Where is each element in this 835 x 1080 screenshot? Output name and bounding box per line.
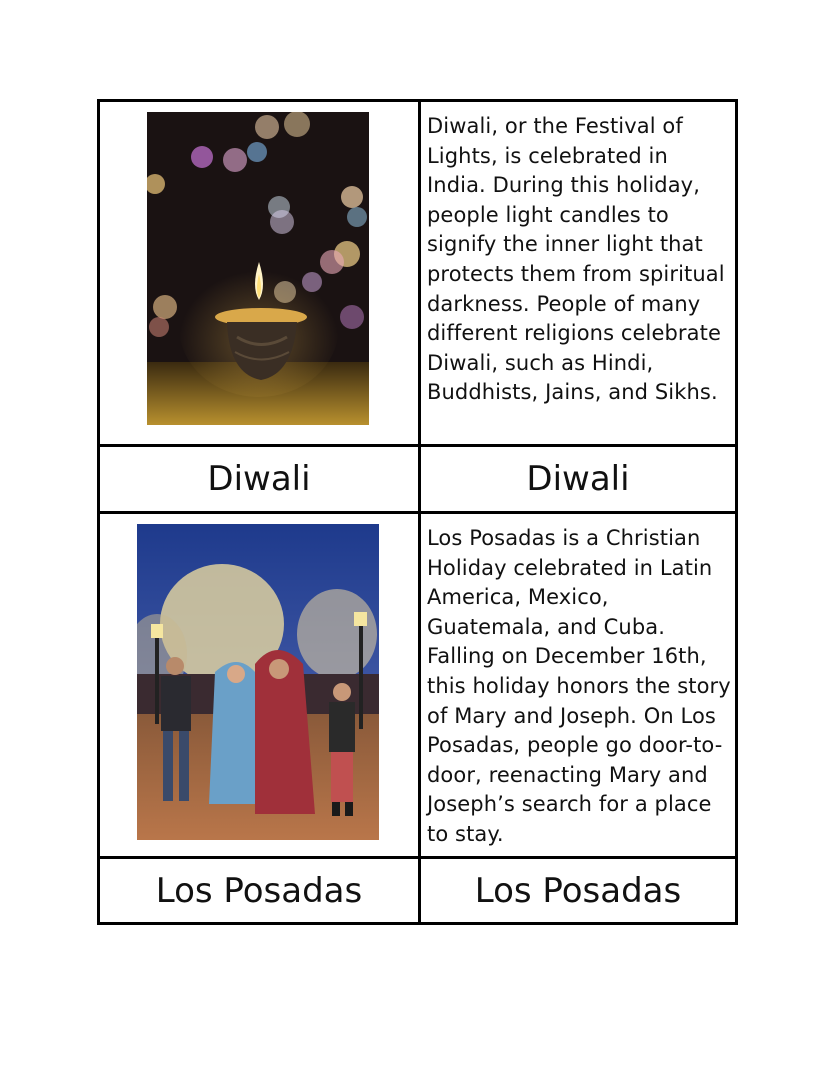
diwali-text-label: Diwali <box>526 459 630 499</box>
diwali-image-label: Diwali <box>207 459 311 499</box>
diwali-candle-photo <box>147 112 369 425</box>
los-posadas-image-label: Los Posadas <box>155 870 363 911</box>
los-posadas-text-label: Los Posadas <box>474 870 682 911</box>
diwali-description: Diwali, or the Festival of Lights, is celebrated in India. During this holiday, people light candles to signify the inner light that protects them from spiritual darkness. People of many different religions celebrate Diwali, such as Hindi, Buddhists, Jains, and Sikhs. <box>427 114 725 405</box>
row-divider <box>100 511 735 514</box>
los-posadas-procession-photo <box>137 524 379 840</box>
los-posadas-description: Los Posadas is a Christian Holiday celebrated in Latin America, Mexico, Guatemala, and Cuba. Falling on December 16th, this holiday honors the story of Mary and Joseph. On Los Posadas, people go door-to-door, reenacting Mary and Joseph’s search for a place to stay. <box>427 526 731 846</box>
three-part-card-table <box>97 99 738 925</box>
